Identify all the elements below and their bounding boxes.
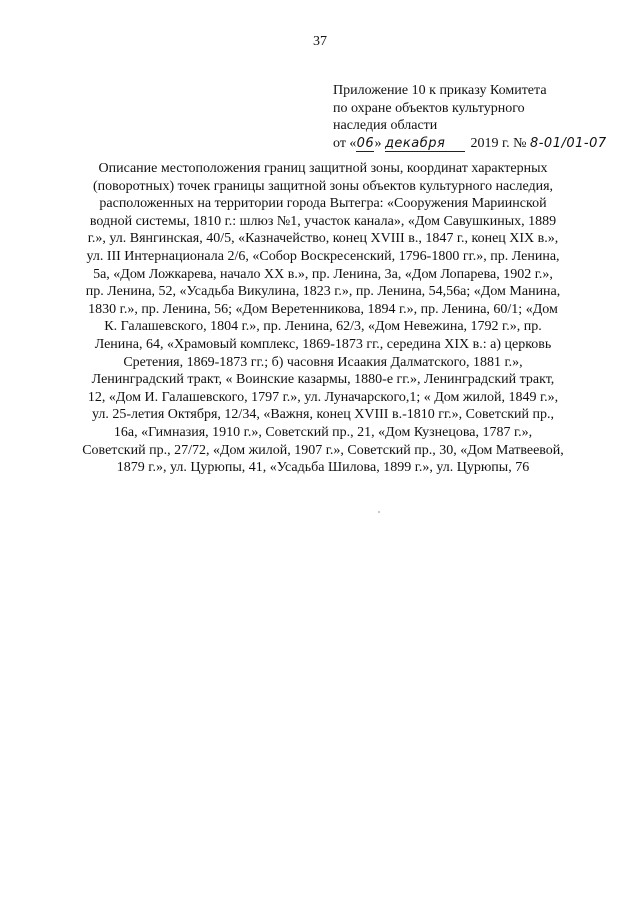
date-day-handwritten: 06 xyxy=(356,135,375,151)
description-line: Описание местоположения границ защитной зоны, координат характерных xyxy=(98,161,548,176)
description-line: г.», ул. Вянгинская, 40/5, «Казначейство, конец XVIII в., 1847 г., конец XIX в.», xyxy=(87,231,559,247)
scan-speck xyxy=(378,511,380,513)
appendix-line-3: наследия области xyxy=(333,118,438,133)
date-prefix: от « xyxy=(333,135,357,151)
description-line: пр. Ленина, 52, «Усадьба Викулина, 1823 г.», пр. Ленина, 54,56а; «Дом Манина, xyxy=(85,284,561,300)
description-line: К. Галашевского, 1804 г.», пр. Ленина, 62/3, «Дом Невежина, 1792 г.», пр. xyxy=(104,319,542,335)
description-text xyxy=(56,160,590,477)
date-year: 2019 г. № xyxy=(470,135,527,151)
description-line: Ленина, 64, «Храмовый комплекс, 1869-1873 гг., середина XIX в.: а) церковь xyxy=(94,336,552,352)
page-number: 37 xyxy=(313,34,327,49)
description-line: 1879 г.», ул. Цурюпы, 41, «Усадьба Шилова, 1899 г.», ул. Цурюпы, 76 xyxy=(116,460,530,476)
appendix-date-line xyxy=(333,135,633,153)
description-line: расположенных на территории города Вытегра: «Сооружения Мариинской xyxy=(99,196,547,212)
description-line: ул. 25-летия Октября, 12/34, «Важня, конец XVIII в.-1810 гг.», Советский пр., xyxy=(91,407,555,423)
description-line: 1830 г.», пр. Ленина, 56; «Дом Веретенникова, 1894 г.», пр. Ленина, 60/1; «Дом xyxy=(88,301,558,317)
appendix-line-2: по охране объектов культурного xyxy=(333,100,525,116)
date-month-handwritten: декабря xyxy=(385,137,465,152)
description-line: Ленинградский тракт, « Воинские казармы, 1880-е гг.», Ленинградский тракт, xyxy=(91,372,555,388)
appendix-header xyxy=(333,82,633,152)
description-line: 12, «Дом И. Галашевского, 1797 г.», ул. Луначарского,1; « Дом жилой, 1849 г.», xyxy=(87,389,559,405)
description-line: водной системы, 1810 г.: шлюз №1, участок канала», «Дом Савушкиных, 1889 xyxy=(89,213,557,229)
date-mid: » xyxy=(374,135,382,151)
description-line: Сретения, 1869-1873 гг.; б) часовня Исаакия Далматского, 1881 г.», xyxy=(123,354,523,370)
description-line: 5а, «Дом Ложкарева, начало XX в.», пр. Ленина, 3а, «Дом Лопарева, 1902 г.», xyxy=(93,266,553,282)
appendix-line-1: Приложение 10 к приказу Комитета xyxy=(333,83,547,98)
description-line: Советский пр., 27/72, «Дом жилой, 1907 г.», Советский пр., 30, «Дом Матвеевой, xyxy=(82,442,564,458)
description-line: (поворотных) точек границы защитной зоны объектов культурного наследия, xyxy=(92,178,554,194)
description-line: ул. III Интернационала 2/6, «Собор Воскресенский, 1796-1800 гг.», пр. Ленина, xyxy=(86,248,560,264)
description-line: 16а, «Гимназия, 1910 г.», Советский пр., 21, «Дом Кузнецова, 1787 г.», xyxy=(113,424,533,440)
order-number-handwritten: 8-01/01-07 xyxy=(529,135,607,151)
